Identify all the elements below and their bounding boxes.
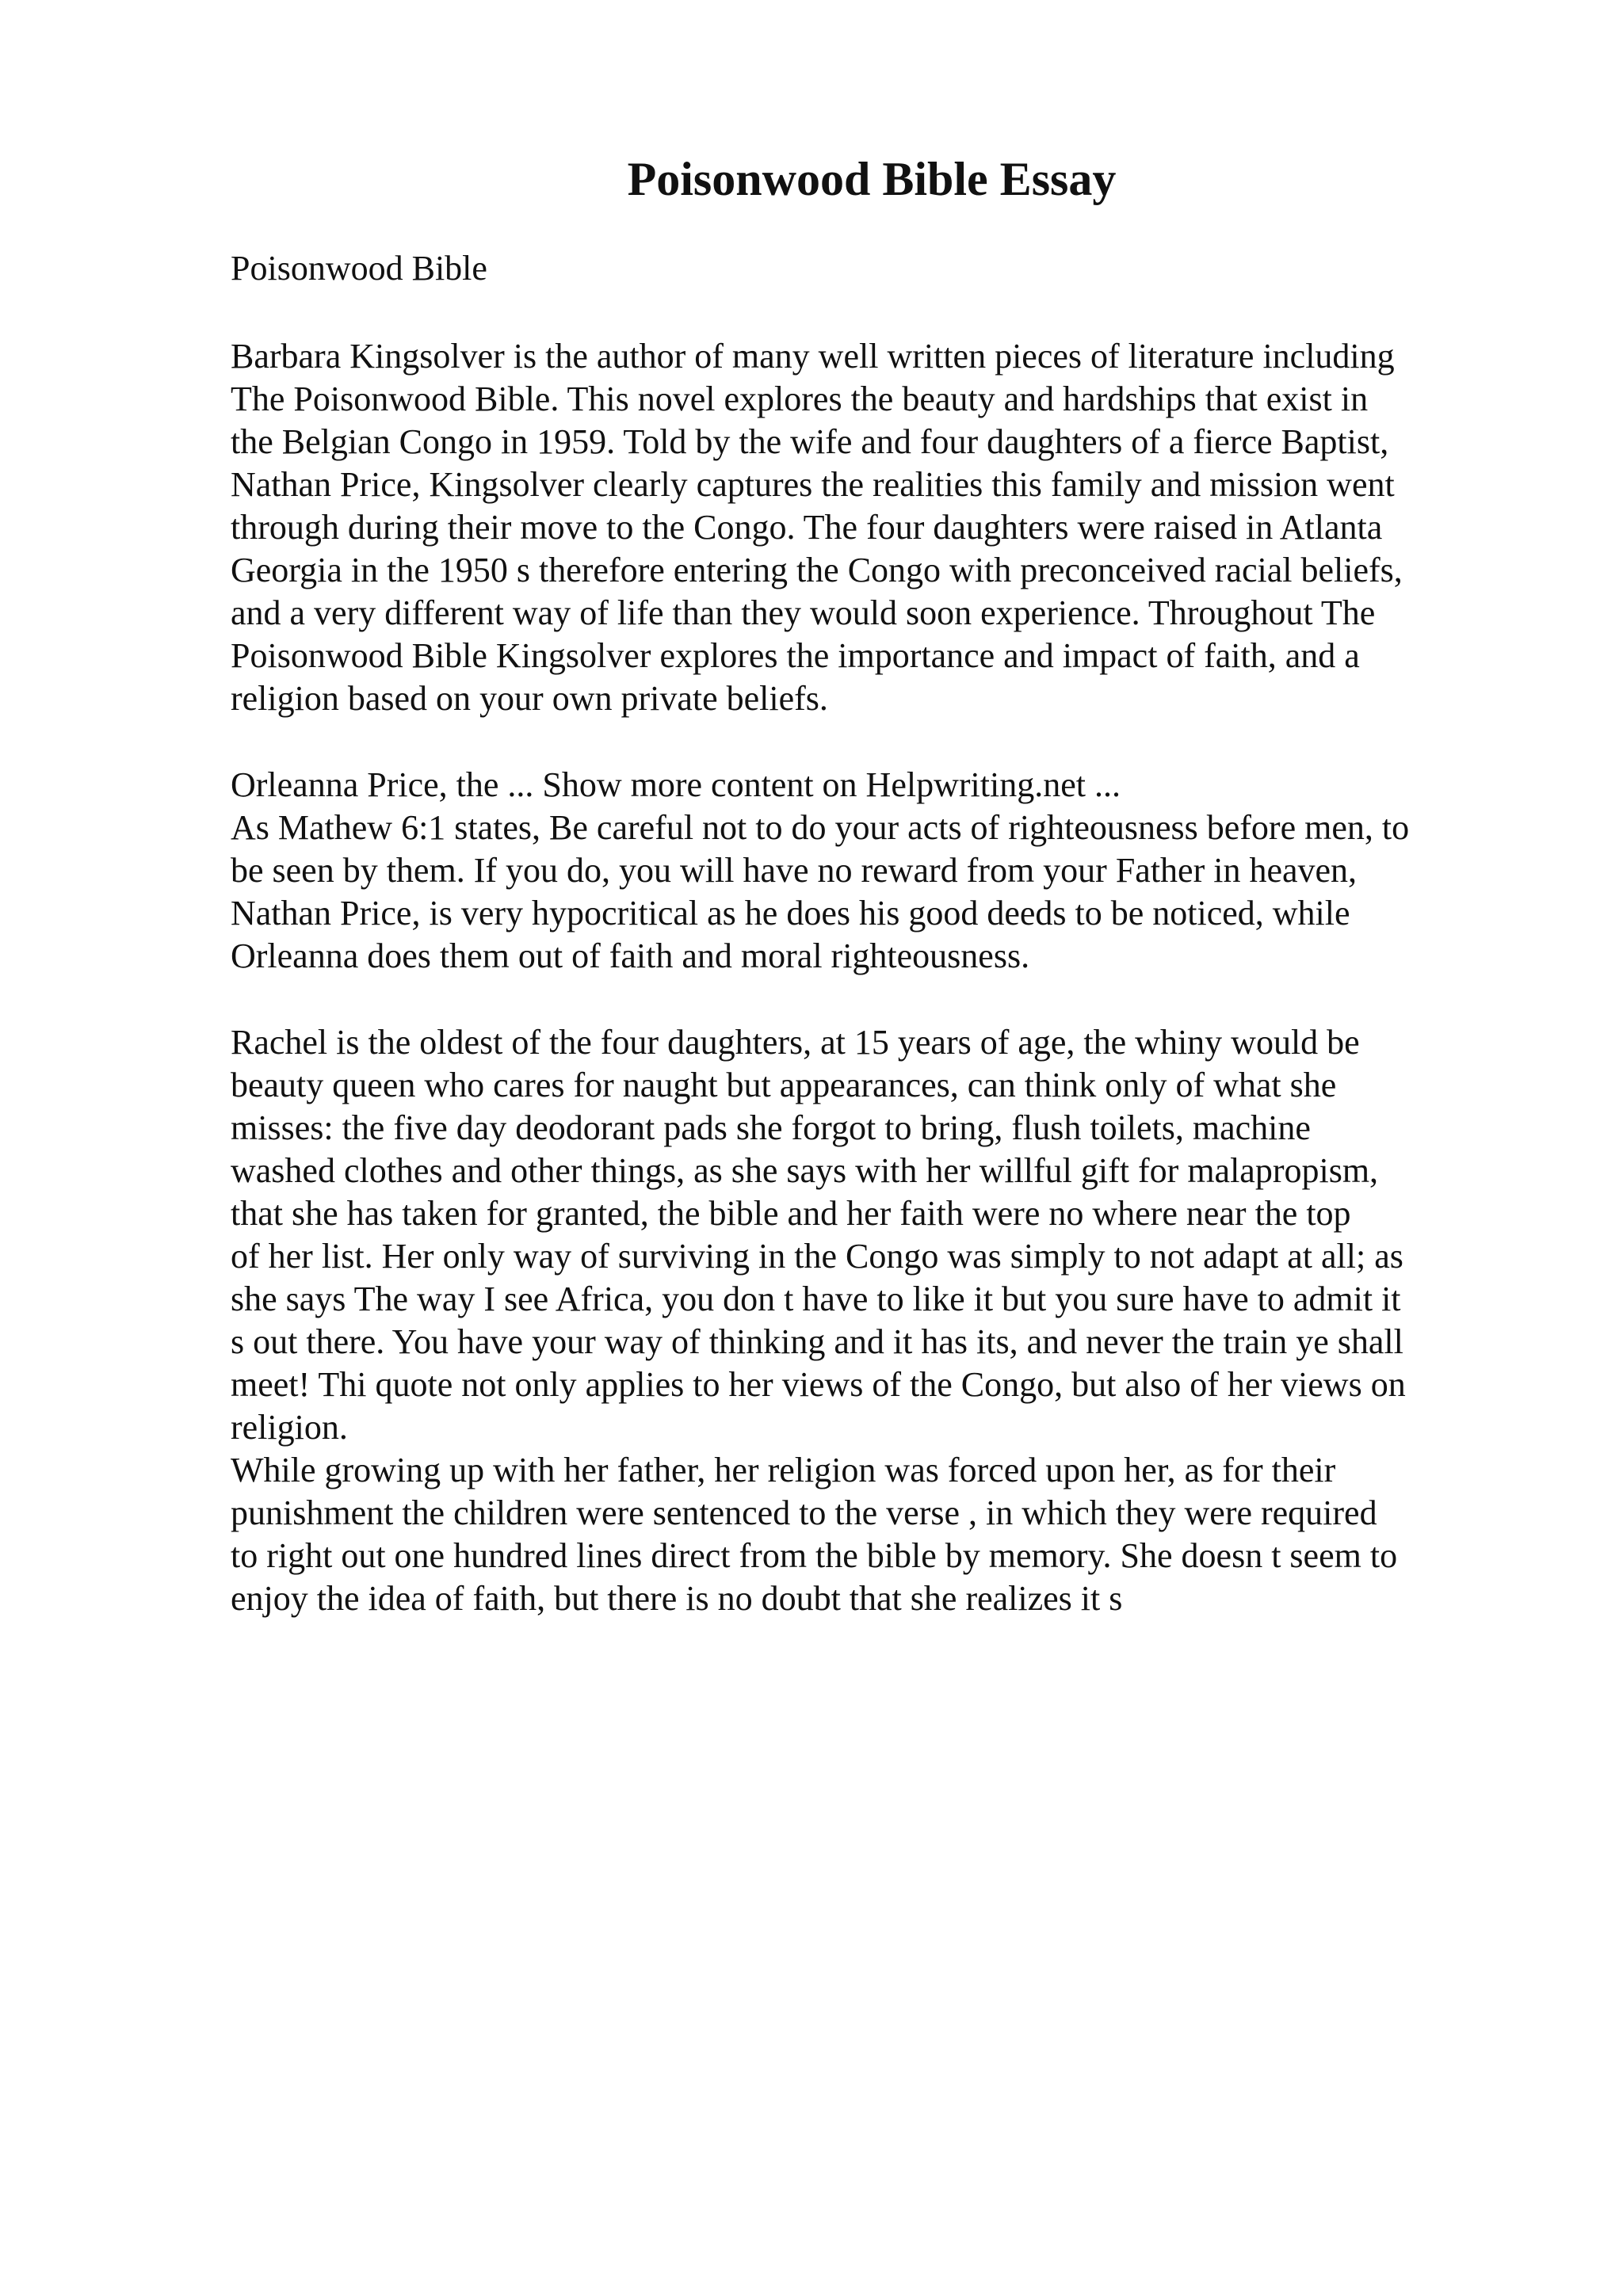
text-line: be seen by them. If you do, you will have no reward from your Father in heaven,: [231, 851, 1358, 890]
text-line: and a very different way of life than they would soon experience. Throughout The: [231, 593, 1376, 632]
text-line: religion.: [231, 1408, 348, 1447]
text-line: misses: the five day deodorant pads she forgot to bring, flush toilets, machine: [231, 1108, 1311, 1147]
text-line: enjoy the idea of faith, but there is no doubt that she realizes it s: [231, 1579, 1123, 1618]
text-line: of her list. Her only way of surviving in the Congo was simply to not adapt at all; as: [231, 1237, 1403, 1276]
text-line: Barbara Kingsolver is the author of many well written pieces of literature including: [231, 337, 1395, 376]
text-line: The Poisonwood Bible. This novel explores the beauty and hardships that exist in: [231, 379, 1369, 418]
text-line: As Mathew 6:1 states, Be careful not to do your acts of righteousness before men, to: [231, 808, 1410, 847]
text-line: While growing up with her father, her religion was forced upon her, as for their: [231, 1451, 1336, 1489]
text-line: Orleanna Price, the ... Show more content on Helpwriting.net ...: [231, 765, 1121, 804]
text-line: through during their move to the Congo. The four daughters were raised in Atlanta: [231, 508, 1383, 547]
text-line: religion based on your own private beliefs.: [231, 679, 828, 718]
text-line: punishment the children were sentenced to the verse , in which they were required: [231, 1493, 1377, 1532]
text-line: she says The way I see Africa, you don t have to like it but you sure have to admit it: [231, 1280, 1401, 1318]
text-line: beauty queen who cares for naught but appearances, can think only of what she: [231, 1066, 1337, 1104]
text-line: Poisonwood Bible Kingsolver explores the importance and impact of faith, and a: [231, 636, 1360, 675]
document-subtitle: Poisonwood Bible: [231, 249, 487, 288]
text-line: Nathan Price, Kingsolver clearly captures the realities this family and mission went: [231, 465, 1395, 504]
text-line: meet! Thi quote not only applies to her views of the Congo, but also of her views on: [231, 1365, 1406, 1404]
page-title: Poisonwood Bible Essay: [627, 153, 1117, 205]
text-line: s out there. You have your way of thinking and it has its, and never the train ye shall: [231, 1322, 1403, 1361]
text-line: Orleanna does them out of faith and moral righteousness.: [231, 936, 1030, 975]
text-line: washed clothes and other things, as she says with her willful gift for malapropism,: [231, 1151, 1379, 1190]
text-line: Georgia in the 1950 s therefore entering the Congo with preconceived racial beliefs,: [231, 551, 1403, 589]
text-line: that she has taken for granted, the bible and her faith were no where near the top: [231, 1194, 1351, 1233]
text-line: Nathan Price, is very hypocritical as he does his good deeds to be noticed, while: [231, 894, 1350, 933]
text-line: to right out one hundred lines direct from the bible by memory. She doesn t seem to: [231, 1536, 1398, 1575]
text-line: Rachel is the oldest of the four daughters, at 15 years of age, the whiny would be: [231, 1023, 1360, 1062]
text-line: the Belgian Congo in 1959. Told by the wife and four daughters of a fierce Baptist,: [231, 422, 1389, 461]
